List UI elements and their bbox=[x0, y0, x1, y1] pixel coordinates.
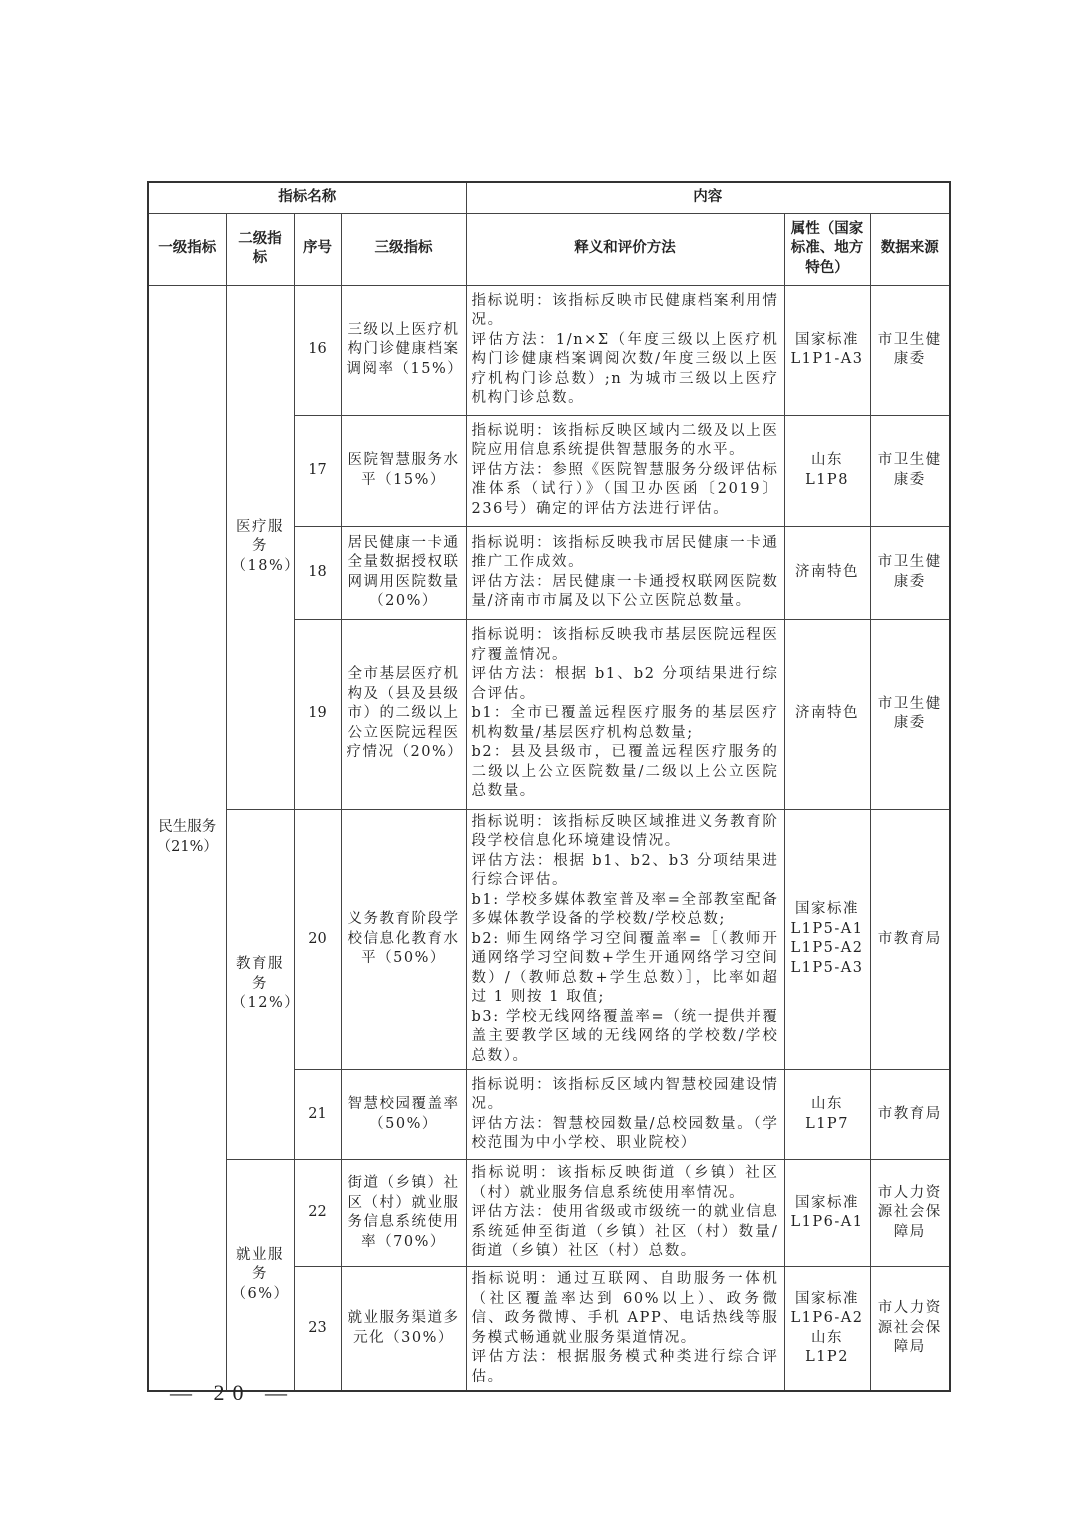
level3-name-cell: 义务教育阶段学校信息化教育水平（50%） bbox=[341, 809, 466, 1070]
method-line: 评估方法：使用省级或市级统一的就业信息系统延伸至街道（乡镇）社区（村）数量/街道（乡镇）社区（村）总数。 bbox=[471, 1204, 779, 1260]
header-level1: 一级指标 bbox=[148, 213, 226, 285]
header-content: 内容 bbox=[466, 182, 950, 213]
method-cell bbox=[466, 1267, 784, 1392]
method-cell bbox=[466, 1160, 784, 1267]
attr-cell: 济南特色 bbox=[784, 526, 870, 619]
method-cell bbox=[466, 1070, 784, 1160]
method-line: 指标说明：该指标反映区域内二级及以上医院应用信息系统提供智慧服务的水平。 bbox=[471, 422, 779, 459]
method-cell bbox=[466, 809, 784, 1070]
method-line: 评估方法：智慧校园数量/总校园数量。（学校范围为中小学校、职业院校） bbox=[471, 1115, 779, 1151]
source-cell: 市卫生健康委 bbox=[870, 285, 950, 415]
method-line: 指标说明：该指标反映街道（乡镇）社区（村）就业服务信息系统使用率情况。 bbox=[471, 1165, 779, 1201]
header-method: 释义和评价方法 bbox=[466, 213, 784, 285]
method-cell bbox=[466, 285, 784, 415]
attr-cell: 国家标准 L1P6-A1 bbox=[784, 1160, 870, 1267]
method-line: 评估方法：参照《医院智慧服务分级评估标准体系（试行）》（国卫办医函〔2019〕236号）确定的评估方法进行评估。 bbox=[471, 461, 779, 517]
method-line: b1：全市已覆盖远程医疗服务的基层医疗机构数量/基层医疗机构总数量; bbox=[471, 705, 779, 741]
source-cell: 市卫生健康委 bbox=[870, 526, 950, 619]
table-row bbox=[148, 809, 950, 1070]
level1-cell: 民生服务（21%） bbox=[148, 285, 226, 1391]
method-cell bbox=[466, 415, 784, 526]
attr-cell: 山东 L1P8 bbox=[784, 415, 870, 526]
method-line: 评估方法：根据 b1、b2、b3 分项结果进行综合评估。 bbox=[471, 852, 779, 888]
method-line: 指标说明：该指标反映我市基层医院远程医疗覆盖情况。 bbox=[471, 627, 779, 663]
seq-cell: 23 bbox=[294, 1267, 341, 1392]
method-cell bbox=[466, 619, 784, 809]
method-line: b1: 学校多媒体教室普及率=全部教室配备多媒体教学设备的学校数/学校总数; bbox=[471, 891, 779, 927]
header-indicator-name: 指标名称 bbox=[148, 182, 466, 213]
attr-cell: 国家标准 L1P5-A1 L1P5-A2 L1P5-A3 bbox=[784, 809, 870, 1070]
seq-cell: 22 bbox=[294, 1160, 341, 1267]
method-line: 评估方法：根据服务模式种类进行综合评估。 bbox=[471, 1349, 779, 1385]
method-line: 指标说明：通过互联网、自助服务一体机（社区覆盖率达到 60%以上）、政务微信、政务微博、手机 APP、电话热线等服务模式畅通就业服务渠道情况。 bbox=[471, 1271, 779, 1346]
source-cell: 市卫生健康委 bbox=[870, 619, 950, 809]
source-cell: 市卫生健康委 bbox=[870, 415, 950, 526]
attr-cell: 国家标准 L1P6-A2 山东 L1P2 bbox=[784, 1267, 870, 1392]
method-line: 指标说明：该指标反区域内智慧校园建设情况。 bbox=[471, 1076, 779, 1112]
method-line: 评估方法：1/n×Σ（年度三级以上医疗机构门诊健康档案调阅次数/年度三级以上医疗机构门诊总数）;n 为城市三级以上医疗机构门诊总数。 bbox=[471, 331, 779, 406]
seq-cell: 18 bbox=[294, 526, 341, 619]
level3-name-cell: 街道（乡镇）社区（村）就业服务信息系统使用率（70%） bbox=[341, 1160, 466, 1267]
header-source: 数据来源 bbox=[870, 213, 950, 285]
table-row bbox=[148, 285, 950, 415]
table-row bbox=[148, 1160, 950, 1267]
method-cell bbox=[466, 526, 784, 619]
source-cell: 市人力资源社会保障局 bbox=[870, 1160, 950, 1267]
seq-cell: 17 bbox=[294, 415, 341, 526]
level2-cell: 医疗服务（18%） bbox=[226, 285, 294, 809]
method-line: b2: 师生网络学习空间覆盖率=［（教师开通网络学习空间数+学生开通网络学习空间数）/（教师总数+学生总数）］，比率如超过 1 则按 1 取值; bbox=[471, 930, 779, 1005]
level2-cell: 就业服务（6%） bbox=[226, 1160, 294, 1392]
method-line: 指标说明：该指标反映我市居民健康一卡通推广工作成效。 bbox=[471, 534, 779, 570]
method-line: 指标说明：该指标反映区域推进义务教育阶段学校信息化环境建设情况。 bbox=[471, 813, 779, 849]
header-attr: 属性（国家标准、地方特色） bbox=[784, 213, 870, 285]
seq-cell: 21 bbox=[294, 1070, 341, 1160]
source-cell: 市教育局 bbox=[870, 809, 950, 1070]
method-line: 指标说明：该指标反映市民健康档案利用情况。 bbox=[471, 292, 779, 328]
attr-cell: 国家标准 L1P1-A3 bbox=[784, 285, 870, 415]
method-line: 评估方法：居民健康一卡通授权联网医院数量/济南市市属及以下公立医院总数量。 bbox=[471, 573, 779, 609]
attr-cell: 济南特色 bbox=[784, 619, 870, 809]
level3-name-cell: 居民健康一卡通全量数据授权联网调用医院数量（20%） bbox=[341, 526, 466, 619]
source-cell: 市教育局 bbox=[870, 1070, 950, 1160]
seq-cell: 16 bbox=[294, 285, 341, 415]
level3-name-cell: 全市基层医疗机构及（县及县级市）的二级以上公立医院远程医疗情况（20%） bbox=[341, 619, 466, 809]
indicator-table bbox=[147, 181, 951, 1392]
method-line: 评估方法：根据 b1、b2 分项结果进行综合评估。 bbox=[471, 666, 779, 702]
header-seq: 序号 bbox=[294, 213, 341, 285]
method-line: b2：县及县级市，已覆盖远程医疗服务的二级以上公立医院数量/二级以上公立医院总数量。 bbox=[471, 744, 779, 800]
level3-name-cell: 就业服务渠道多元化（30%） bbox=[341, 1267, 466, 1392]
level2-cell: 教育服务（12%） bbox=[226, 809, 294, 1160]
level3-name-cell: 三级以上医疗机构门诊健康档案调阅率（15%） bbox=[341, 285, 466, 415]
attr-cell: 山东 L1P7 bbox=[784, 1070, 870, 1160]
seq-cell: 19 bbox=[294, 619, 341, 809]
header-level2: 二级指标 bbox=[226, 213, 294, 285]
level3-name-cell: 智慧校园覆盖率（50%） bbox=[341, 1070, 466, 1160]
header-level3: 三级指标 bbox=[341, 213, 466, 285]
seq-cell: 20 bbox=[294, 809, 341, 1070]
level3-name-cell: 医院智慧服务水平（15%） bbox=[341, 415, 466, 526]
method-line: b3: 学校无线网络覆盖率=（统一提供并覆盖主要教学区域的无线网络的学校数/学校总数）。 bbox=[471, 1008, 779, 1064]
page-number: — 20 — bbox=[170, 1380, 295, 1405]
source-cell: 市人力资源社会保障局 bbox=[870, 1267, 950, 1392]
